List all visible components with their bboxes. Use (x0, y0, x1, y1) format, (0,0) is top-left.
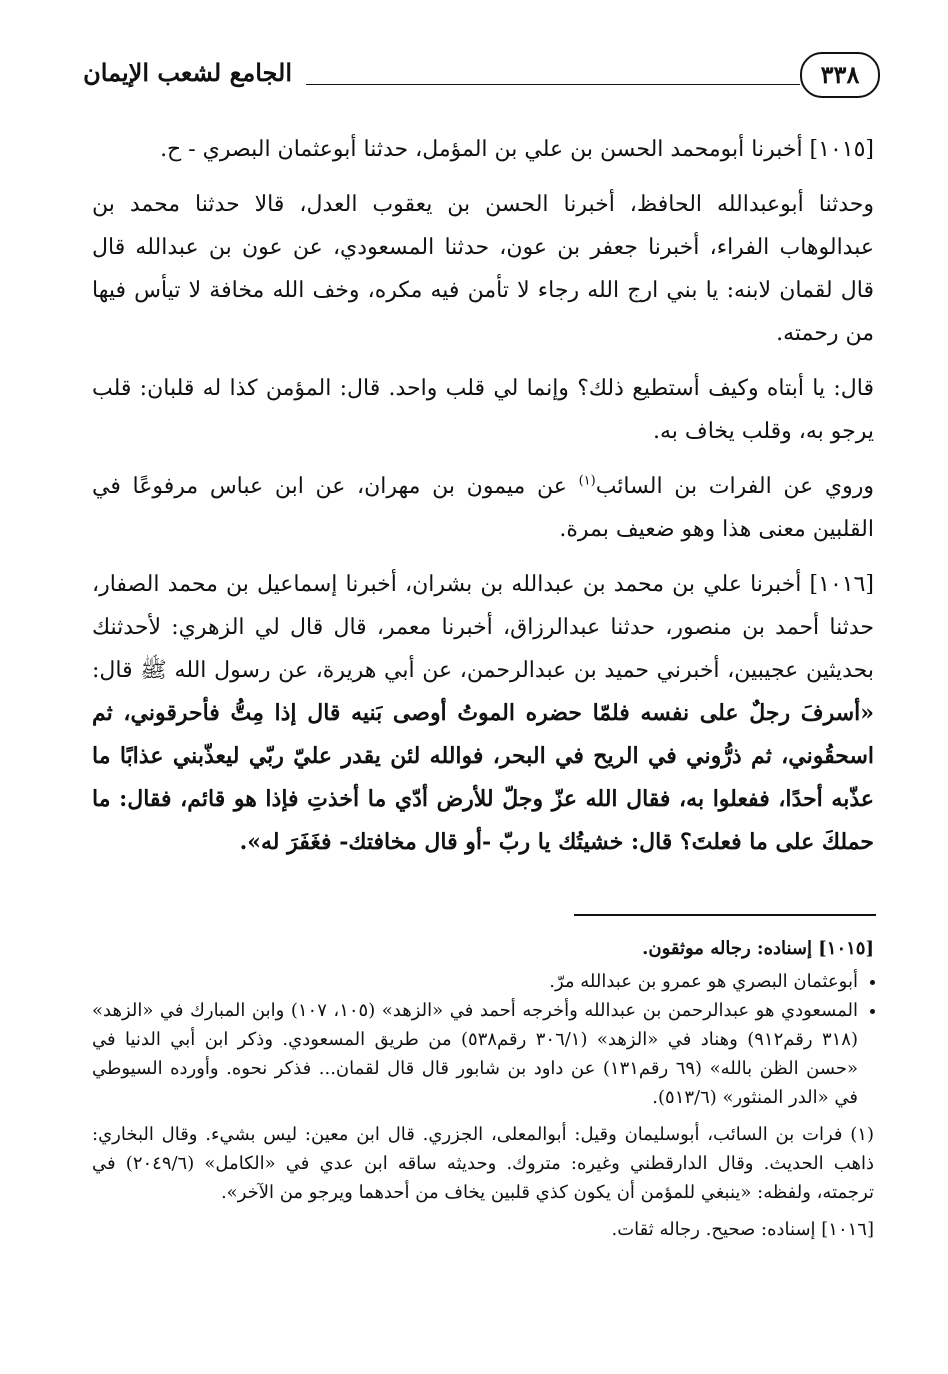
footnote-1: (١) فرات بن السائب، أبوسليمان وقيل: أبوالمعلى، الجزري. قال ابن معين: ليس بشيء. وقال البخاري: ذاهب الحديث. وقال الدارقطني وغيره: متروك. وحديثه ساقه ابن عدي في «الكامل» (٢٠٤٩/٦) في ترجمته، ولفظه: «ينبغي للمؤمن أن يكون كذي قلبين يخاف من أحدهما ويرجو من الآخر». (92, 1124, 874, 1203)
list-item: • أبوعثمان البصري هو عمرو بن عبدالله مرّ. (92, 967, 858, 996)
header-rule (306, 84, 800, 85)
footnote-separator (574, 914, 876, 916)
footnote-1015-head: [١٠١٥] إسناده: رجاله موثقون. (642, 938, 874, 959)
hadith-1016 (92, 563, 874, 864)
main-text (92, 128, 874, 876)
hadith-1015-isnad: [١٠١٥] أخبرنا أبومحمد الحسن بن علي بن المؤمل، حدثنا أبوعثمان البصري - ح. (160, 137, 874, 162)
hadith-1016-matn: «أسرفَ رجلٌ على نفسه فلمّا حضره الموتُ أوصى بَنيه قال إذا مِتُّ فأحرقوني، ثم اسحقُوني، ثم ذرُّوني في الريح في البحر، فوالله لئن يقدر عليّ ربّي ليعذّبني عذابًا ما عذّبه أحدًا، ففعلوا به، فقال الله عزّ وجلّ للأرض أدّي ما أخذتِ فإذا هو قائم، فقال: ما حملكَ على ما فعلتَ؟ قال: خشيتُك يا ربّ -أو قال مخافتك- فغَفَرَ له». (92, 700, 874, 855)
page-number: ٣٣٨ (800, 52, 880, 98)
hadith-1016-isnad: [١٠١٦] أخبرنا علي بن محمد بن عبدالله بن بشران، أخبرنا إسماعيل بن محمد الصفار، حدثنا أحمد بن منصور، حدثنا عبدالرزاق، أخبرنا معمر، قال قال لي الزهري: لأحدثنك بحديثين عجيبين، أخبرني حميد بن عبدالرحمن، عن أبي هريرة، عن رسول الله ﷺ قال: (92, 572, 874, 683)
hadith-1015-continuation: قال: يا أبتاه وكيف أستطيع ذلك؟ وإنما لي قلب واحد. قال: المؤمن كذا له قلبان: قلب يرجو به، وقلب يخاف به. (92, 376, 874, 444)
footnote-1016: [١٠١٦] إسناده: صحيح. رجاله ثقات. (611, 1219, 874, 1240)
footnote-marker[interactable]: (١) (578, 473, 596, 489)
footnotes (92, 934, 874, 1252)
narration-furat (92, 465, 874, 551)
hadith-1015-text: وحدثنا أبوعبدالله الحافظ، أخبرنا الحسن بن يعقوب العدل، قالا حدثنا محمد بن عبدالوهاب الفراء، أخبرنا جعفر بن عون، حدثنا المسعودي، عن عون بن عبدالله قال قال لقمان لابنه: يا بني ارج الله رجاء لا تأمن فيه مكره، وخف الله مخافة لا تيأس فيها من رحمته. (92, 192, 874, 346)
running-header (70, 52, 880, 102)
narration-furat-start: وروي عن الفرات بن السائب (595, 474, 874, 499)
list-item: • المسعودي هو عبدالرحمن بن عبدالله وأخرجه أحمد في «الزهد» (١٠٥، ١٠٧) وابن المبارك في «الزهد» (٣١٨ رقم٩١٢) وهناد في «الزهد» (٣٠٦/١ رقم٥٣٨) من طريق المسعودي. وذكر ابن أبي الدنيا في «حسن الظن بالله» (٦٩ رقم١٣١) عن داود بن شابور قال قال لقمان... فذكر نحوه. وأورده السيوطي في «الدر المنثور» (٥١٣/٦). (92, 996, 858, 1112)
footnote-1015-list (92, 967, 874, 1112)
narration-furat-end: عن ميمون بن مهران، عن ابن عباس مرفوعًا في القلبين معنى هذا وهو ضعيف بمرة. (92, 474, 874, 542)
book-title: الجامع لشعب الإيمان (83, 58, 292, 87)
